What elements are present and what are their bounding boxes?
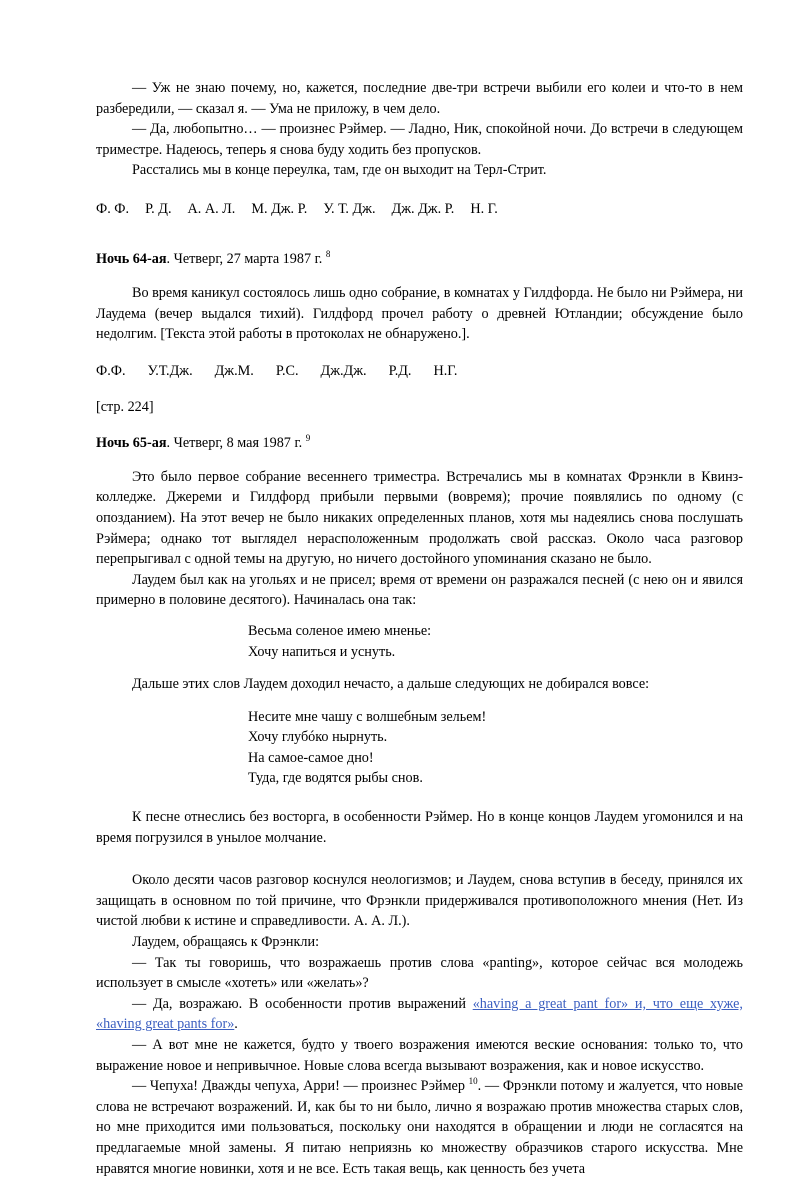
paragraph: — Уж не знаю почему, но, кажется, последние две-три встречи выбили его колеи и что-то в нем разбередили, — сказал я. — Ума не приложу, в чем дело. [96,80,743,117]
poem-line: Хочу глубóко нырнуть. [248,729,388,746]
night-64-heading [96,249,743,269]
paragraph: — Так ты говоришь, что возражаешь против слова «panting», которое сейчас вся молодежь использует в смысле «хотеть» или «желать»? [96,954,743,992]
signature: Р.Д. [388,362,412,379]
footnote-ref[interactable]: 10 [468,1076,478,1087]
signature: Ф. Ф. [96,200,130,217]
page-reference: [стр. 224] [96,398,154,415]
text-span: — Да, возражаю. В особенности против выражений [132,995,473,1012]
paragraph: — А вот мне не кажется, будто у твоего возражения имеются веские основания: только то, что выражение новое и непривычное. Новые слова всегда вызывают возражения, как и новое искусство. [96,1037,743,1074]
paragraph [96,1076,743,1179]
paragraph: Во время каникул состоялось лишь одно собрание, в комнатах у Гилдфорда. Не было ни Рэймера, ни Лаудема (вечер выдался тихий). Гилдфорд прочел работу о древней Ютландии; обсуждение было недолгим. [Текста этой работы в протоколах не обнаружено.]. [96,284,743,343]
paragraph: Это было первое собрание весеннего триместра. Встречались мы в комнатах Фрэнкли в Квинз-колледже. Джереми и Гилдфорд прибыли первыми (вовремя); прочие появлялись по одному (с опозданием). На этот вечер не было никаких определенных планов, хотя мы надеялись снова послушать Рэймера; однако тот выглядел нерасположенным продолжать свой рассказ. Около часа разговор перепрыгивал с одной темы на другую, но ничего достойного упоминания сказано не было. [96,468,743,568]
text-span: . [234,1016,238,1033]
signatures-row [96,199,743,219]
poem-line: Весьма соленое имею мненье: [248,622,432,639]
signatures-row [96,361,743,381]
paragraph [96,994,743,1035]
poem-stanza [96,621,743,662]
signature: Дж.Дж. [320,362,367,379]
footnote-ref[interactable]: 8 [325,248,331,259]
poem-line: Хочу напиться и уснуть. [248,643,396,660]
footnote-ref[interactable]: 9 [305,432,311,443]
heading-title: Ночь 65-ая [96,434,167,451]
text-span: . — Фрэнкли потому и жалуется, что новые слова не встречают возражений. И, как бы то ни было, лично я возражаю против множества старых слов, но мне приходится ими пользоваться, поскольку они находятся в обращении и люди не согласятся на предлагаемые мной замены. Я питаю неприязнь ко множеству образчиков старого искусства. Мне нравятся многие новинки, хотя и не все. Есть такая вещь, как ценность без учета [96,1078,743,1177]
paragraph: Расстались мы в конце переулка, там, где он выходит на Терл-Стрит. [132,162,547,179]
text-span: — Чепуха! Дважды чепуха, Арри! — произнес Рэймер [132,1078,469,1095]
signature: Ф.Ф. [96,362,126,379]
paragraph: — Да, любопытно… — произнес Рэймер. — Ладно, Ник, спокойной ночи. До встречи в следующем триместре. Надеюсь, теперь я снова буду ходить без пропусков. [96,121,743,158]
signature: М. Дж. Р. [251,200,308,217]
signature: Р.С. [275,362,299,379]
signature: Дж.М. [214,362,254,379]
expression-link[interactable]: «having a great pant for» и, что еще хуже, «having great pants for» [96,995,743,1033]
paragraph: Дальше этих слов Лаудем доходил нечасто, а дальше следующих не добирался вовсе: [132,676,650,693]
paragraph: К песне отнеслись без восторга, в особенности Рэймер. Но в конце концов Лаудем угомонился и на время погрузился в унылое молчание. [96,809,743,846]
poem-line: Туда, где водятся рыбы снов. [248,770,423,787]
heading-title: Ночь 64-ая [96,250,167,267]
signature: Н. Г. [470,200,498,217]
signature: У. Т. Дж. [323,200,376,217]
signature: Н.Г. [433,362,458,379]
heading-date: . Четверг, 27 марта 1987 г. [166,250,326,267]
signature: А. А. Л. [187,200,236,217]
poem-stanza [96,707,743,789]
signature: Р. Д. [145,200,172,217]
poem-line: Несите мне чашу с волшебным зельем! [248,708,487,725]
signature: Дж. Дж. Р. [391,200,455,217]
signature: У.Т.Дж. [147,362,193,379]
heading-date: . Четверг, 8 мая 1987 г. [166,434,306,451]
paragraph: Около десяти часов разговор коснулся неологизмов; и Лаудем, снова вступив в беседу, принялся их защищать в основном по той причине, что Фрэнкли придерживался противоположного мнения (Нет. Из чистой любви к истине и справедливости. А. А. Л.). [96,872,743,930]
poem-line: На самое-самое дно! [248,749,374,766]
night-65-heading [96,433,743,453]
paragraph: Лаудем, обращаясь к Фрэнкли: [132,934,320,951]
paragraph: Лаудем был как на угольях и не присел; время от времени он разражался песней (с нею он и явился примерно в половине десятого). Начиналась она так: [96,571,743,609]
